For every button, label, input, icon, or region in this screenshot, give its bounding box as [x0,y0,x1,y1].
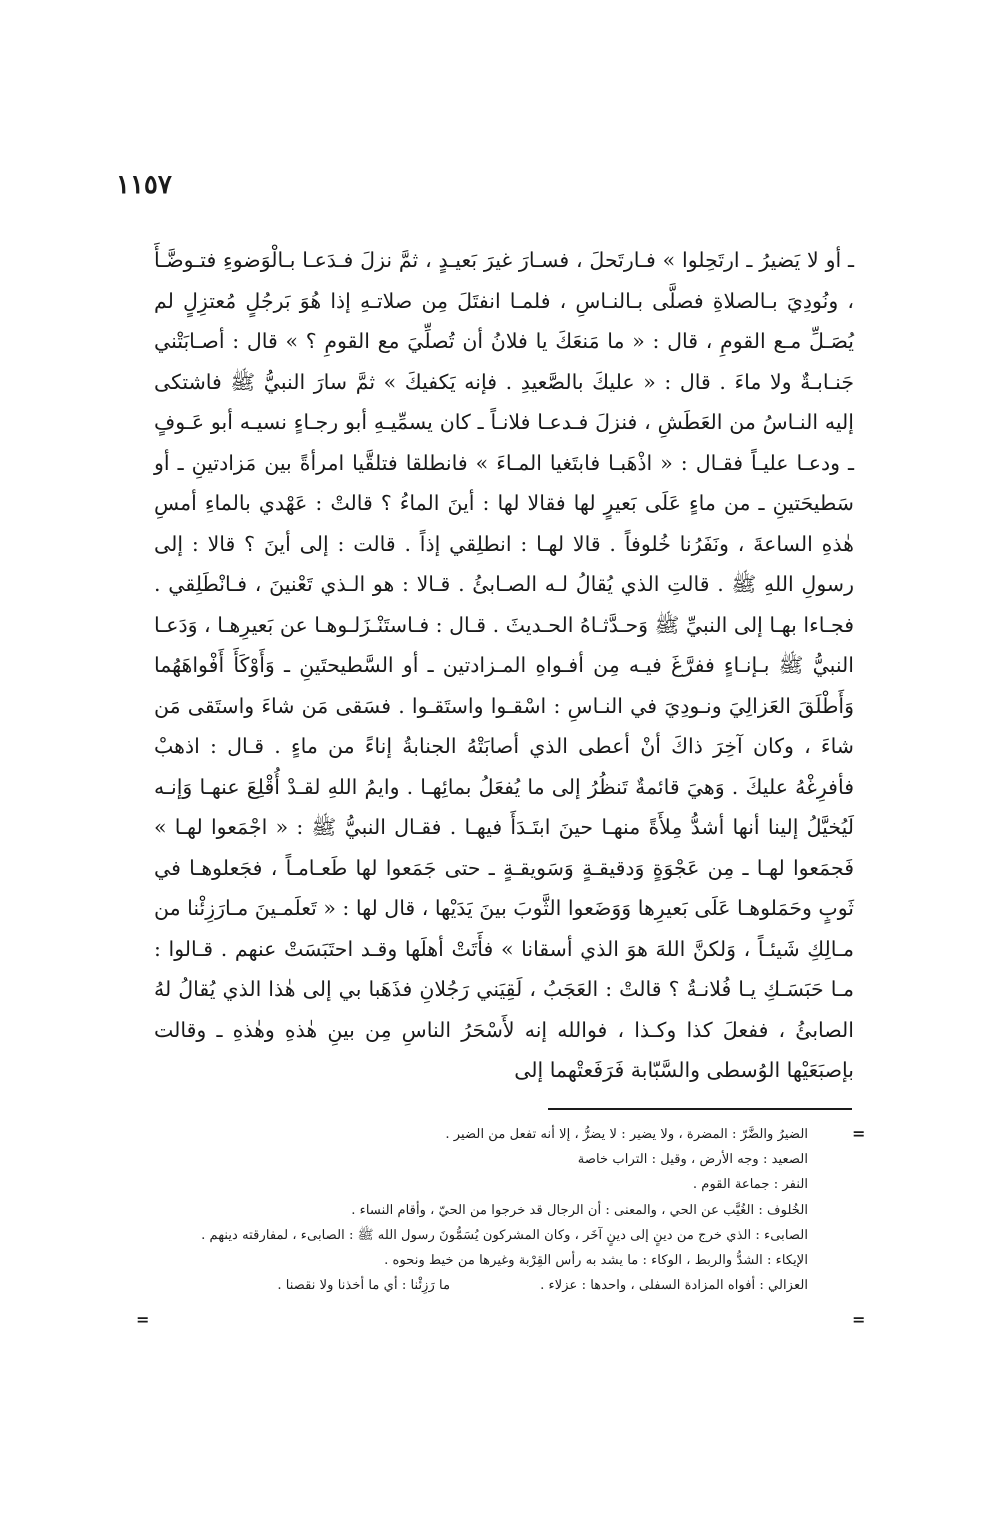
footnote-item-last [160,1273,808,1298]
footnote-item: النفر : جماعة القوم . [692,1177,808,1193]
body-paragraph: ـ أو لا يَضيرُ ـ ارتَحِلوا » فـارتَحلَ ، فسـارَ غيرَ بَعيـدٍ ، ثمَّ نزلَ فـدَعـا بـالْوَضوءِ فتـوضَّـأَ ، ونُودِيَ بـالصلاةِ فصلَّى بـالنـاسِ ، فلمـا انفتَلَ مِن صلاتـهِ إذا هُوَ بَرجُلٍ مُعتزِلٍ لم يُصَـلِّ مـع القومِ ، قال : « ما مَنعَكَ يا فلانُ أن تُصلِّيَ مع القومِ ؟ » قال : أصـابَتْني جَنـابـةٌ ولا ماءَ . قال : « عليكَ بالصَّعيدِ . فإنه يَكفيكَ » ثمَّ سارَ النبيُّ ﷺ فاشتكى إليه النـاسُ من العَطَشِ ، فنزلَ فـدعـا فلانـاً ـ كان يسمِّيـهِ أبو رجـاءٍ نسيـه أبو عَـوفٍ ـ ودعـا عليـاً فقـال : « اذْهَبـا فابتَغيا المـاءَ » فانطلقا فتلقَّيا امرأةً بين مَزادتينِ ـ أو سَطيحَتينِ ـ من ماءٍ عَلَى بَعيرٍ لها فقالا لها : أينَ الماءُ ؟ قالتْ : عَهْدي بالماءِ أمسِ هٰذهِ الساعةَ ، ونَفَرُنا خُلوفاً . قالا لهـا : انطلِقي إذاً . قالت : إلى أينَ ؟ قالا : إلى رسولِ اللهِ ﷺ . قالتِ الذي يُقالُ لـه الصـابئُ . قـالا : هو الـذي تَعْنينَ ، فـانْطَلِقي . فجـاءا بهـا إلى النبيِّ ﷺ وَحـدَّثـاهُ الحـديثَ . قـال : فـاستَنْـزَلـوهـا عن بَعيرِهـا ، وَدَعـا النبيُّ ﷺ بـإنـاءٍ ففرَّغَ فيـه مِن أفـواهِ المـزادتين ـ أو السَّطيحتَينِ ـ وَأَوْكَأَ أَفْواهَهُما وَأَطْلَقَ العَزالِيَ ونـودِيَ في النـاسِ : اسْقـوا واستَقـوا . فسَقى مَن شاءَ واستَقى مَن شاءَ ، وكان آخِرَ ذاكَ أنْ أعطى الذي أصابَتْهُ الجنابةُ إناءً من ماءٍ . قـال : اذهبْ فأفرِغْهُ عليكَ . وَهيَ قائمةٌ تَنظُرُ إلى ما يُفعَلُ بمائِهـا . وايمُ اللهِ لقـدْ أُقْلِعَ عنهـا وَإنـه لَيُخيَّلُ إلينا أنها أشدُّ مِلأَةً منهـا حينَ ابتَـدَأَ فيهـا . فقـال النبيُّ ﷺ : « اجْمَعوا لهـا » فَجمَعوا لهـا ـ مِن عَجْوَةٍ وَدقيقـةٍ وَسَويقـةٍ ـ حتى جَمَعوا لها طَعـامـاً ، فجَعلوهـا في ثَوبٍ وحَمَلوهـا عَلَى بَعيرِها وَوَضَعوا الثَّوبَ بينَ يَدَيْها ، قال لها : « تَعلَمـينَ مـارَزِئْنا من مـالِكِ شَيئـاً ، وَلكنَّ اللهَ هوَ الذي أسقانا » فأَتَتْ أهلَها وقـد احتَبَسَتْ عنهم . قـالوا : مـا حَبَسَـكِ يـا فُلانـةُ ؟ قالتْ : العَجَبُ ، لَقِيَني رَجُلانِ فذَهَبا بي إلى هٰذا الذي يُقالُ لهُ الصابئُ ، ففعلَ كذا وكـذا ، فوالله إنه لأَسْحَرُ الناسِ مِن بينِ هٰذهِ وهٰذهِ ـ وقالت بإصبَعَيْها الوُسطى والسَّبّابة فَرَفَعتْهما إلى [154,248,854,1082]
footnotes [160,1122,808,1298]
footnote-item: الإيكاء : الشدُّ والربط ، الوكاء : ما يشد به رأس القِرْبة وغيرها من خيط ونحوه . [384,1253,808,1269]
footnote-separator [548,1108,852,1110]
continuation-mark-top: = [852,1124,866,1143]
page-number: ١١٥٧ [116,170,172,200]
continuation-mark-bottom-right: = [852,1310,866,1329]
footnote-item: الخُلوف : الغُيَّب عن الحي ، والمعنى : أن الرجال قد خرجوا من الحيّ ، وأقام النساء . [351,1202,808,1218]
footnote-item: الضيرُ والضَّرّ : المضرة ، ولا يضير : لا يضرُّ ، إلا أنه تفعل من الضير . [445,1127,808,1142]
footnote-item: الصابىء : الذي خرج من دينٍ إلى دينٍ آخَر ، وكان المشركون يُسَمُّونَ رسول الله ﷺ : الصابىء ، لمفارقته دينهم . [201,1227,808,1243]
continuation-mark-bottom-left: = [136,1310,150,1329]
footnote-azali: العزالي : أفواه المزادة السفلى ، واحدها : عزلاء . [540,1278,808,1294]
footnote-item: الصعيد : وجه الأرض ، وقيل : التراب خاصة [577,1152,808,1168]
main-text [154,240,854,1091]
footnote-razina: ما رَزِئْنا : أي ما أخذنا ولا نقصنا . [277,1278,451,1294]
